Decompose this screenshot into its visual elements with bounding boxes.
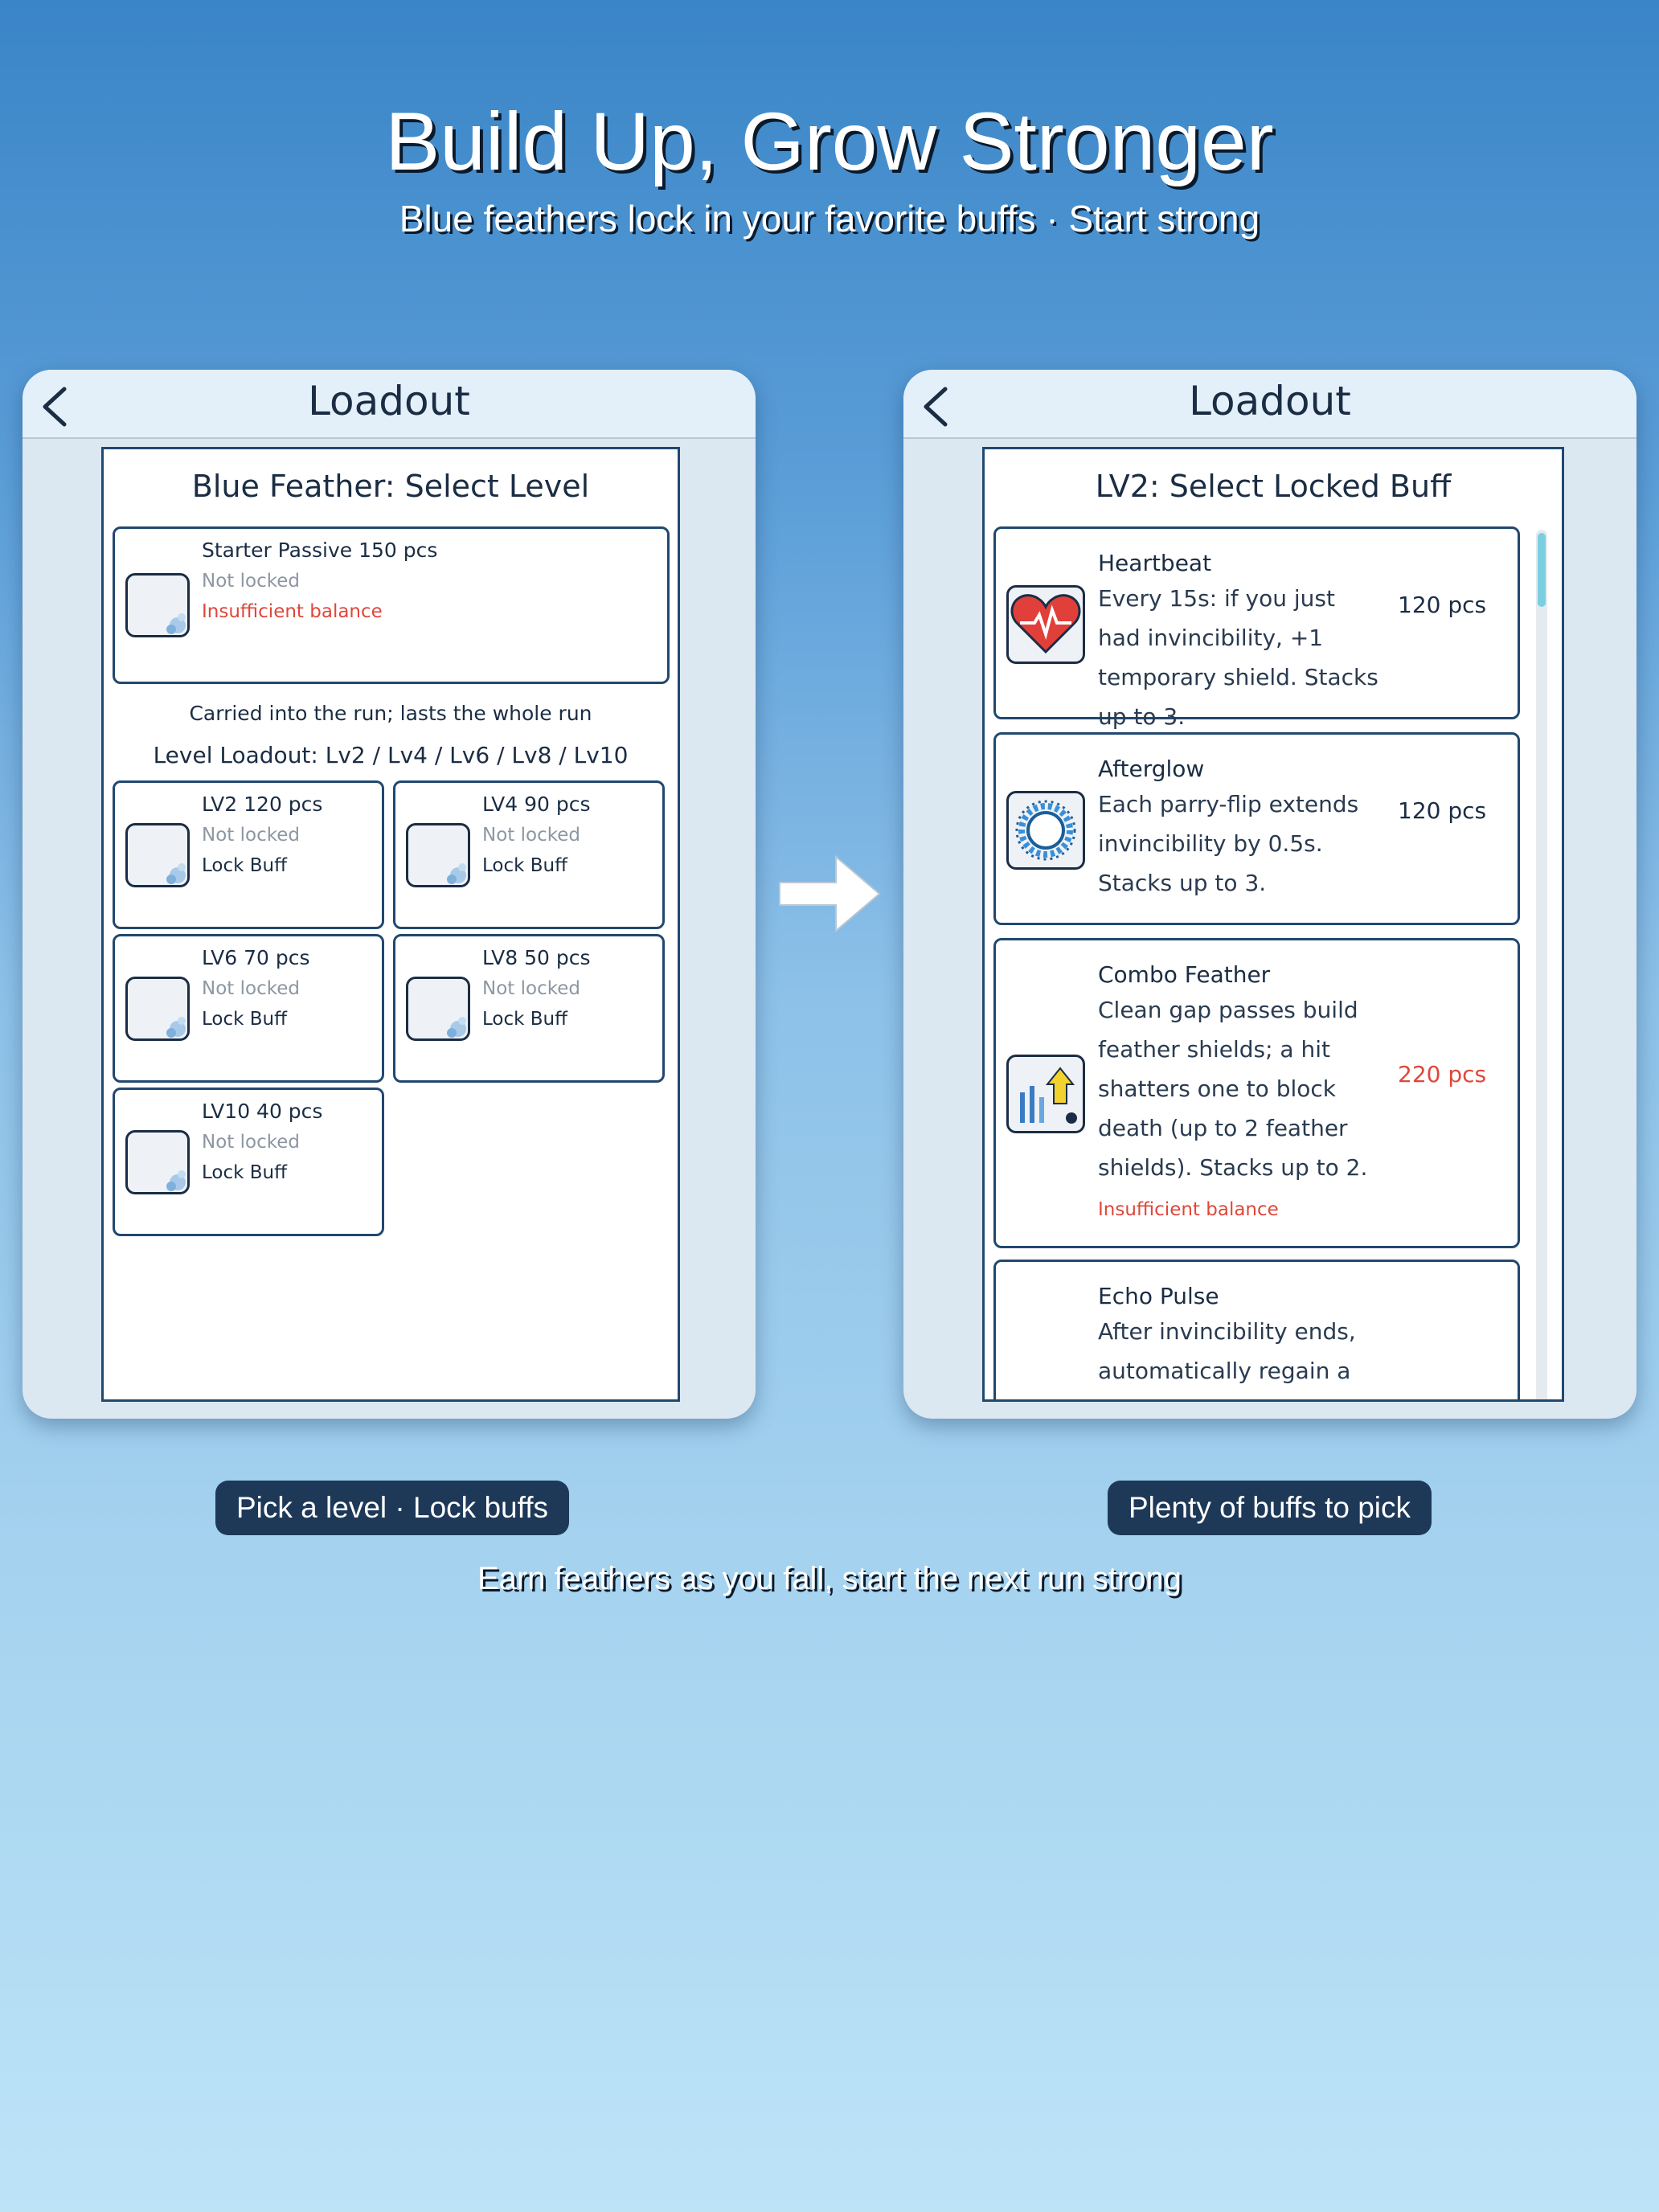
level-status: Not locked [202, 1132, 300, 1153]
hero-subtitle: Blue feathers lock in your favorite buffs · Start strong [399, 198, 1260, 240]
lock-buff-action[interactable]: Lock Buff [202, 1009, 287, 1030]
buff-description: Each parry-flip extends invincibility by 0.5s. Stacks up to 3. [1098, 791, 1359, 896]
empty-slot-icon [406, 823, 470, 887]
window-header [23, 370, 756, 439]
hero-footer: Earn feathers as you fall, start the next run strong [477, 1561, 1182, 1596]
buff-price: 220 pcs [1398, 1061, 1487, 1088]
level-status: Not locked [482, 978, 580, 999]
buff-price: 120 pcs [1398, 797, 1487, 824]
empty-slot-icon [406, 977, 470, 1041]
level-card-lv4[interactable] [393, 780, 665, 929]
starter-status: Not locked [202, 571, 300, 592]
right-arrow-icon [776, 854, 884, 934]
buff-card-afterglow[interactable] [993, 732, 1520, 925]
lock-buff-action[interactable]: Lock Buff [202, 1162, 287, 1183]
lock-buff-action[interactable]: Lock Buff [482, 855, 567, 876]
empty-slot-icon [125, 823, 190, 887]
buff-description: Clean gap passes build feather shields; a hit shatters one to block death (up to 2 feather shields). Stacks up to 2. [1098, 997, 1368, 1181]
level-status: Not locked [202, 825, 300, 846]
scrollbar-thumb[interactable] [1538, 533, 1546, 607]
left-loadout-window [23, 370, 756, 1419]
empty-slot-icon [125, 573, 190, 637]
buff-warning: Insufficient balance [1098, 1199, 1279, 1220]
starter-warning: Insufficient balance [202, 601, 383, 622]
level-title: LV10 40 pcs [202, 1100, 323, 1123]
level-card-lv10[interactable] [113, 1088, 384, 1236]
level-card-lv2[interactable] [113, 780, 384, 929]
level-card-lv8[interactable] [393, 934, 665, 1083]
window-title: Loadout [1189, 378, 1351, 424]
buff-name: Echo Pulse [1098, 1283, 1219, 1309]
feather-combo-icon [1006, 1055, 1085, 1133]
caption-right: Plenty of buffs to pick [1108, 1481, 1432, 1535]
level-title: LV2 120 pcs [202, 793, 323, 816]
hero-title: Build Up, Grow Stronger [385, 96, 1274, 187]
window-title: Loadout [308, 378, 470, 424]
caption-left: Pick a level · Lock buffs [215, 1481, 569, 1535]
buff-card-combo-feather[interactable] [993, 938, 1520, 1248]
buff-card-echo-pulse[interactable] [993, 1260, 1520, 1402]
buff-price: 120 pcs [1398, 592, 1487, 618]
buff-name: Afterglow [1098, 756, 1205, 782]
starter-passive-card[interactable] [113, 526, 670, 684]
buff-select-panel [982, 447, 1564, 1402]
panel-title: LV2: Select Locked Buff [1095, 469, 1452, 504]
level-title: LV4 90 pcs [482, 793, 591, 816]
run-duration-note: Carried into the run; lasts the whole run [189, 702, 592, 725]
level-loadout-label: Level Loadout: Lv2 / Lv4 / Lv6 / Lv8 / Lv10 [153, 742, 629, 768]
level-title: LV6 70 pcs [202, 946, 310, 969]
scrollbar-track[interactable] [1536, 530, 1547, 1402]
buff-card-heartbeat[interactable] [993, 526, 1520, 730]
empty-slot-icon [125, 1130, 190, 1194]
level-select-panel [101, 447, 680, 1402]
starter-title: Starter Passive 150 pcs [202, 539, 438, 562]
buff-name: Combo Feather [1098, 961, 1271, 988]
buff-description: Every 15s: if you just had invincibility, +1 temporary shield. Stacks up to 3. [1098, 585, 1378, 730]
level-title: LV8 50 pcs [482, 946, 591, 969]
right-loadout-window [903, 370, 1636, 1419]
lock-buff-action[interactable]: Lock Buff [202, 855, 287, 876]
lock-buff-action[interactable]: Lock Buff [482, 1009, 567, 1030]
glow-ring-icon [1006, 791, 1085, 870]
window-header [903, 370, 1636, 439]
empty-slot-icon [125, 977, 190, 1041]
buff-description: After invincibility ends, automatically regain a [1098, 1318, 1356, 1384]
buff-name: Heartbeat [1098, 550, 1212, 576]
heart-icon [1006, 585, 1085, 664]
level-card-lv6[interactable] [113, 934, 384, 1083]
level-status: Not locked [482, 825, 580, 846]
level-status: Not locked [202, 978, 300, 999]
panel-title: Blue Feather: Select Level [191, 469, 590, 504]
